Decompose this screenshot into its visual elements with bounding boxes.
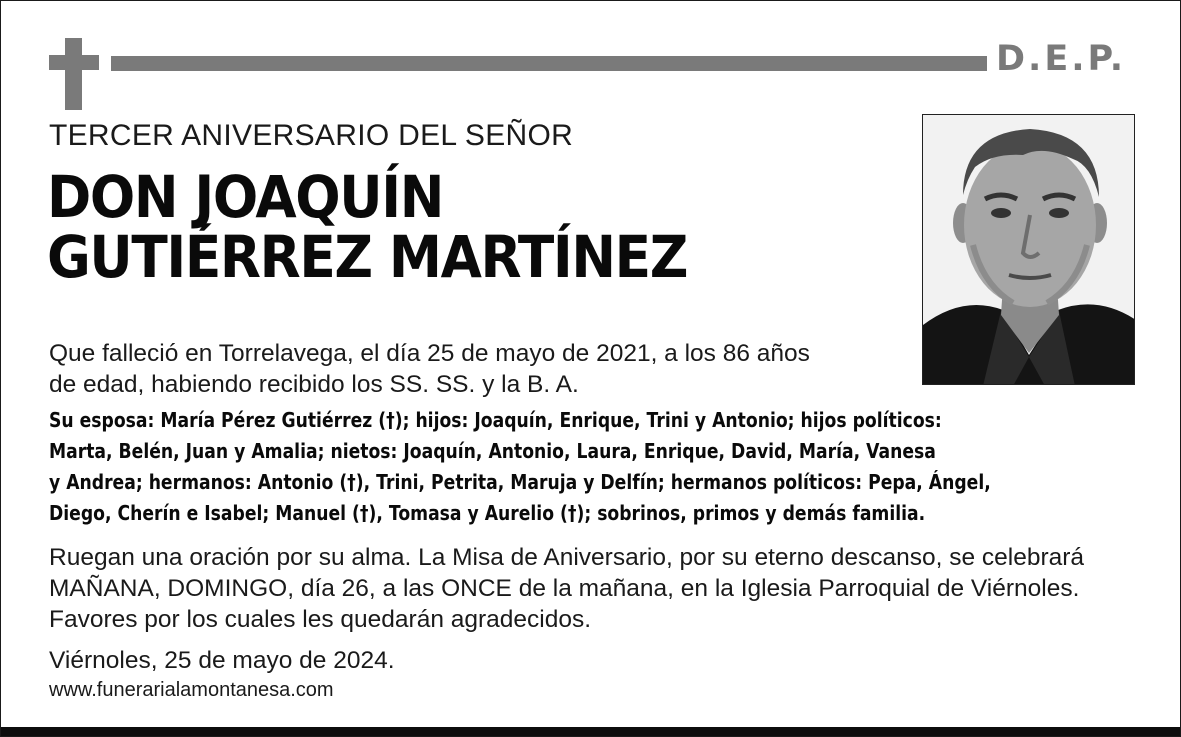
bottom-border-bar [1, 727, 1180, 736]
portrait-photo [922, 114, 1135, 385]
closing-line: Favores por los cuales les quedarán agradecidos. [49, 606, 592, 633]
anniversary-subtitle: TERCER ANIVERSARIO DEL SEÑOR [49, 119, 574, 152]
header-rule [111, 56, 987, 71]
closing-paragraph [49, 542, 1084, 635]
intro-line: Que falleció en Torrelavega, el día 25 de mayo de 2021, a los 86 años [49, 340, 810, 367]
cross-icon [49, 38, 99, 110]
deceased-name [47, 163, 688, 291]
family-line: Diego, Cherín e Isabel; Manuel (†), Tomasa y Aurelio (†); sobrinos, primos y demás familia. [49, 501, 926, 525]
place-date: Viérnoles, 25 de mayo de 2024. [49, 647, 395, 674]
intro-line: de edad, habiendo recibido los SS. SS. y la B. A. [49, 371, 579, 398]
family-line: y Andrea; hermanos: Antonio (†), Trini, Petrita, Maruja y Delfín; hermanos políticos: Pepa, Ángel, [49, 470, 991, 494]
website-link[interactable]: www.funerarialamontanesa.com [49, 679, 334, 701]
name-line-2: GUTIÉRREZ MARTÍNEZ [47, 223, 688, 291]
closing-line: Ruegan una oración por su alma. La Misa de Aniversario, por su eterno descanso, se celebrará [49, 544, 1085, 571]
family-paragraph [49, 405, 991, 529]
dep-label: D.E.P. [996, 39, 1127, 79]
family-line: Su esposa: María Pérez Gutiérrez (†); hijos: Joaquín, Enrique, Trini y Antonio; hijos políticos: [49, 408, 942, 432]
family-line: Marta, Belén, Juan y Amalia; nietos: Joaquín, Antonio, Laura, Enrique, David, María, Vanesa [49, 439, 936, 463]
intro-paragraph [49, 338, 810, 400]
closing-line: MAÑANA, DOMINGO, día 26, a las ONCE de la mañana, en la Iglesia Parroquial de Viérnoles. [49, 575, 1080, 602]
name-line-1: DON JOAQUÍN [47, 163, 444, 231]
